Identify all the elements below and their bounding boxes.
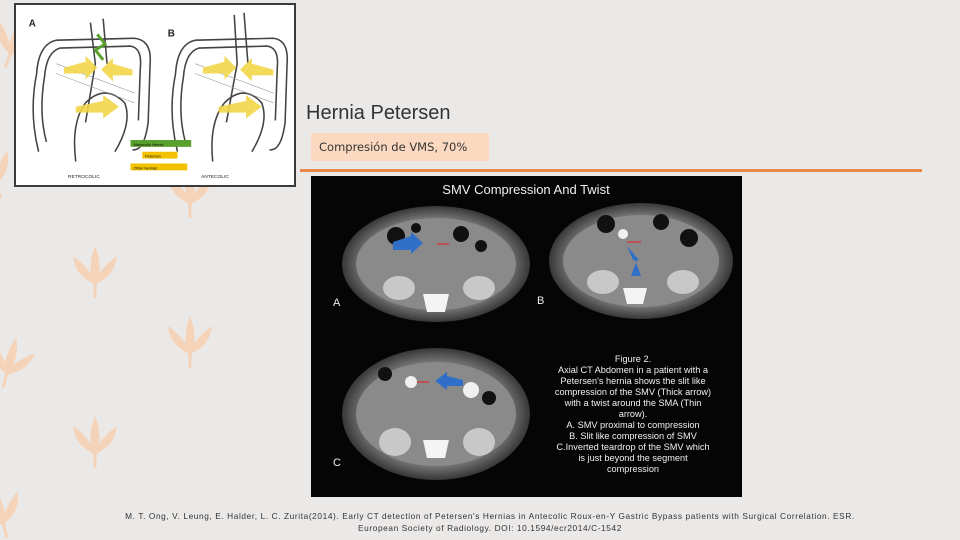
legend-mesocolic: Mesocolic Hernia (133, 141, 164, 147)
ct-caption-line: is just beyond the segment (578, 453, 688, 463)
label-antecolic: ANTECOLIC (200, 175, 229, 181)
ct-caption-line: Petersen's hernia shows the slit like (560, 376, 706, 386)
legend-other: Other hernias (133, 165, 158, 171)
diagram-label-a: A (28, 18, 36, 30)
ct-caption-line: arrow). (618, 409, 648, 419)
ct-figure-svg (311, 176, 742, 497)
label-retrocolic: RETROCOLIC (67, 175, 100, 181)
ct-scan-a (342, 206, 530, 322)
ct-label-b: B (537, 295, 545, 307)
hernia-diagram (14, 3, 296, 187)
ct-caption-line: Axial CT Abdomen in a patient with a (558, 365, 708, 375)
ct-caption-line: B. Slit like compression of SMV (569, 431, 697, 441)
citation-text: M. T. Ong, V. Leung, E. Halder, L. C. Zurita(2014). Early CT detection of Petersen's Hernias in Antecolic Roux-en-Y Gastric Bypass patients with Surgical Correlation. ESR. European Society of Radiology. DOI: 10.1594/ecr2014/C-1542 (125, 511, 855, 533)
ct-caption-line: C.Inverted teardrop of the SMV which (556, 442, 710, 452)
bypass-diagram-svg (16, 5, 294, 185)
diagram-label-b: B (167, 28, 175, 40)
ct-label-a: A (333, 297, 341, 309)
legend-petersen: Petersen (145, 153, 161, 159)
slide-title: Hernia Petersen (306, 102, 451, 124)
ct-caption-line: compression of the SMV (Thick arrow) (554, 387, 712, 397)
ct-label-c: C (333, 457, 341, 469)
ct-scan-c (342, 348, 530, 480)
ct-caption-line: compression (606, 464, 660, 474)
accent-rule (300, 169, 922, 172)
ct-caption (555, 354, 711, 474)
ct-caption-line: Figure 2. (614, 354, 652, 364)
vms-compression-badge: Compresión de VMS, 70% (311, 133, 489, 161)
ct-caption-line: A. SMV proximal to compression (566, 420, 700, 430)
ct-title: SMV Compression And Twist (442, 182, 610, 197)
ct-caption-line: with a twist around the SMA (Thin (564, 398, 702, 408)
ct-figure (311, 176, 742, 497)
ct-scan-b (549, 203, 733, 319)
